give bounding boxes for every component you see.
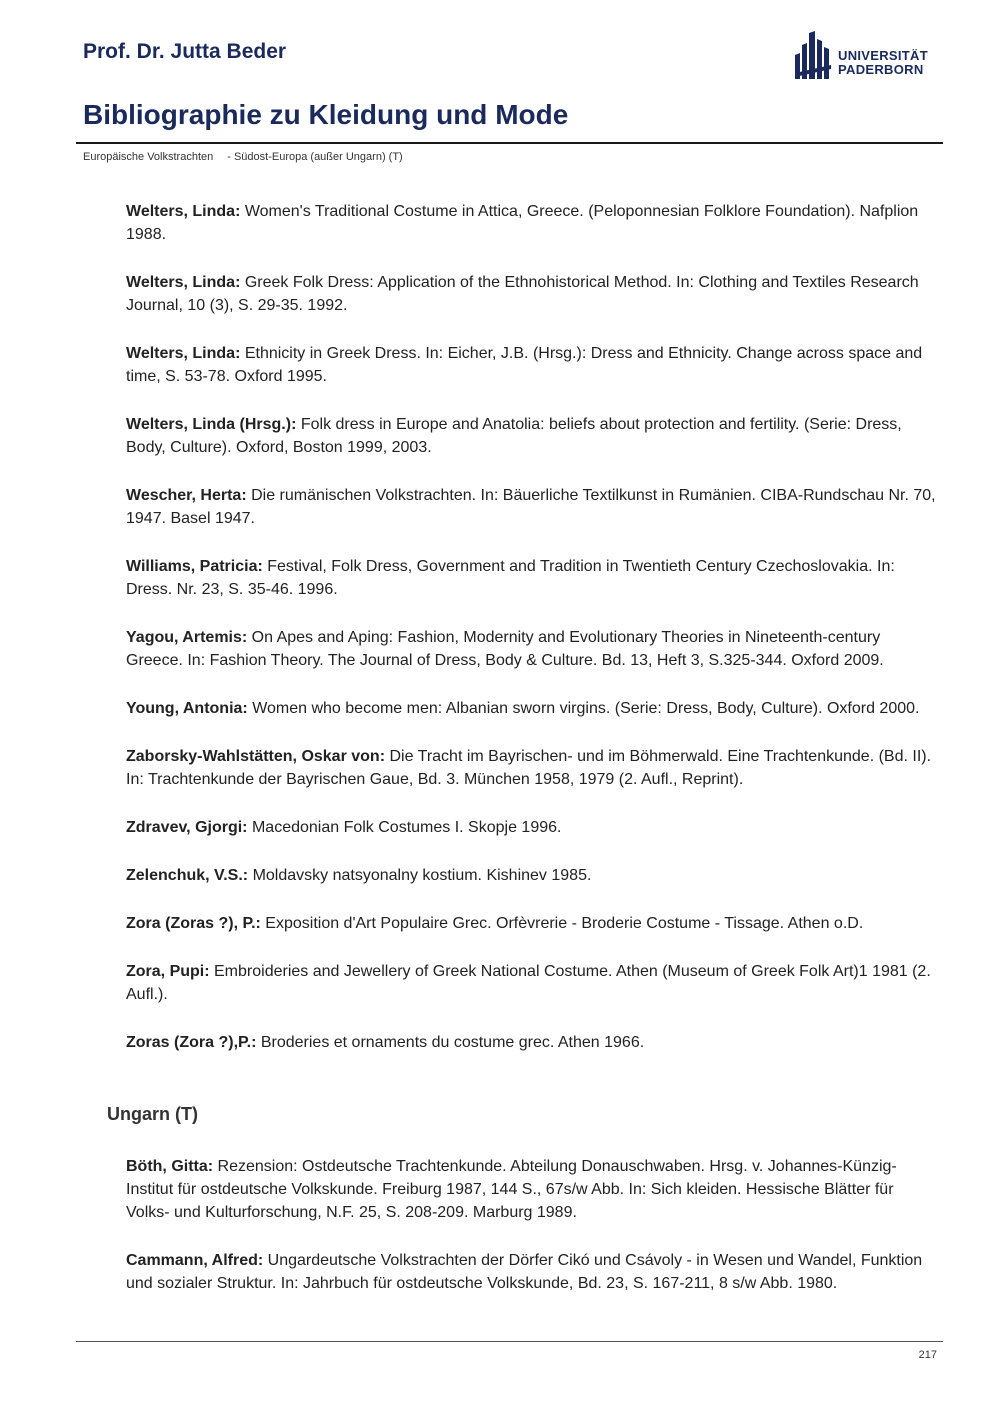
entry-author: Zora, Pupi: bbox=[126, 963, 210, 980]
logo-line-2: PADERBORN bbox=[838, 62, 924, 77]
entry-text: Die rumänischen Volkstrachten. In: Bäuerliche Textilkunst in Rumänien. CIBA-Rundschau Nr. 70, 1947. Basel 1947. bbox=[126, 487, 936, 527]
bibliography-entry bbox=[126, 697, 938, 720]
breadcrumb bbox=[83, 151, 403, 163]
entry-author: Zora (Zoras ?), P.: bbox=[126, 915, 261, 932]
university-logo[interactable] bbox=[795, 31, 935, 81]
entry-author: Welters, Linda: bbox=[126, 203, 241, 220]
bibliography-entry bbox=[126, 1155, 938, 1224]
bibliography-entry bbox=[126, 912, 938, 935]
entry-author: Welters, Linda (Hrsg.): bbox=[126, 416, 297, 433]
section-bibliography-list bbox=[126, 1155, 938, 1320]
entry-text: Broderies et ornaments du costume grec. Athen 1966. bbox=[256, 1034, 645, 1051]
page-title: Bibliographie zu Kleidung und Mode bbox=[83, 99, 569, 130]
page-number: 217 bbox=[918, 1349, 937, 1361]
footer-divider bbox=[76, 1341, 943, 1342]
entry-author: Yagou, Artemis: bbox=[126, 629, 248, 646]
entry-author: Cammann, Alfred: bbox=[126, 1252, 264, 1269]
entry-text: Rezension: Ostdeutsche Trachtenkunde. Abteilung Donauschwaben. Hrsg. v. Johannes-Künzig-Institut für ostdeutsche Volkskunde. Freiburg 1987, 144 S., 67s/w Abb. In: Sich kleiden. Hessische Blätter für Volks- und Kulturforschung, N.F. 25, S. 208-209. Marburg 1989. bbox=[126, 1158, 897, 1221]
entry-text: Folk dress in Europe and Anatolia: beliefs about protection and fertility. (Serie: Dress, Body, Culture). Oxford, Boston 1999, 2003. bbox=[126, 416, 902, 456]
entry-text: Die Tracht im Bayrischen- und im Böhmerwald. Eine Trachtenkunde. (Bd. II). In: Trachtenkunde der Bayrischen Gaue, Bd. 3. München 1958, 1979 (2. Aufl., Reprint). bbox=[126, 748, 932, 788]
bibliography-entry bbox=[126, 626, 938, 672]
logo-text bbox=[838, 49, 928, 77]
bibliography-entry bbox=[126, 413, 938, 459]
entry-author: Young, Antonia: bbox=[126, 700, 248, 717]
entry-text: Women's Traditional Costume in Attica, Greece. (Peloponnesian Folklore Foundation). Nafplion 1988. bbox=[126, 203, 919, 243]
logo-line-1: UNIVERSITÄT bbox=[838, 48, 928, 63]
entry-author: Welters, Linda: bbox=[126, 345, 241, 362]
entry-text: On Apes and Aping: Fashion, Modernity and Evolutionary Theories in Nineteenth-century Greece. In: Fashion Theory. The Journal of Dress, Body & Culture. Bd. 13, Heft 3, S.325-344. Oxford 2009. bbox=[126, 629, 884, 669]
entry-text: Greek Folk Dress: Application of the Ethnohistorical Method. In: Clothing and Textiles Research Journal, 10 (3), S. 29-35. 1992. bbox=[126, 274, 919, 314]
entry-author: Zaborsky-Wahlstätten, Oskar von: bbox=[126, 748, 386, 765]
bibliography-entry bbox=[126, 960, 938, 1006]
entry-author: Zelenchuk, V.S.: bbox=[126, 867, 249, 884]
entry-text: Ethnicity in Greek Dress. In: Eicher, J.B. (Hrsg.): Dress and Ethnicity. Change across space and time, S. 53-78. Oxford 1995. bbox=[126, 345, 923, 385]
entry-text: Embroideries and Jewellery of Greek National Costume. Athen (Museum of Greek Folk Art)1 1981 (2. Aufl.). bbox=[126, 963, 931, 1003]
bibliography-entry bbox=[126, 745, 938, 791]
bibliography-entry bbox=[126, 342, 938, 388]
breadcrumb-subcategory: - Südost-Europa (außer Ungarn) (T) bbox=[227, 151, 403, 163]
bibliography-entry bbox=[126, 271, 938, 317]
bibliography-entry bbox=[126, 816, 938, 839]
bibliography-entry bbox=[126, 1249, 938, 1295]
entry-text: Macedonian Folk Costumes I. Skopje 1996. bbox=[247, 819, 562, 836]
university-logo-icon bbox=[795, 31, 835, 81]
entry-text: Women who become men: Albanian sworn virgins. (Serie: Dress, Body, Culture). Oxford 2000. bbox=[247, 700, 920, 717]
author-name: Prof. Dr. Jutta Beder bbox=[83, 40, 287, 63]
section-heading: Ungarn (T) bbox=[107, 1104, 198, 1124]
entry-text: Ungardeutsche Volkstrachten der Dörfer Cikó und Csávoly - in Wesen und Wandel, Funktion und sozialer Struktur. In: Jahrbuch für ostdeutsche Volkskunde, Bd. 23, S. 167-211, 8 s/w Abb. 1980. bbox=[126, 1252, 923, 1292]
bibliography-entry bbox=[126, 200, 938, 246]
bibliography-list bbox=[126, 200, 938, 1079]
bibliography-entry bbox=[126, 864, 938, 887]
entry-text: Exposition d'Art Populaire Grec. Orfèvrerie - Broderie Costume - Tissage. Athen o.D. bbox=[260, 915, 864, 932]
bibliography-entry bbox=[126, 1031, 938, 1054]
entry-author: Zoras (Zora ?),P.: bbox=[126, 1034, 257, 1051]
entry-author: Wescher, Herta: bbox=[126, 487, 247, 504]
entry-author: Böth, Gitta: bbox=[126, 1158, 214, 1175]
entry-author: Welters, Linda: bbox=[126, 274, 241, 291]
breadcrumb-category: Europäische Volkstrachten bbox=[83, 151, 214, 163]
entry-text: Moldavsky natsyonalny kostium. Kishinev 1985. bbox=[248, 867, 592, 884]
entry-author: Zdravev, Gjorgi: bbox=[126, 819, 248, 836]
bibliography-entry bbox=[126, 484, 938, 530]
header-divider bbox=[76, 142, 943, 144]
entry-text: Festival, Folk Dress, Government and Tradition in Twentieth Century Czechoslovakia. In: Dress. Nr. 23, S. 35-46. 1996. bbox=[126, 558, 895, 598]
entry-author: Williams, Patricia: bbox=[126, 558, 263, 575]
bibliography-entry bbox=[126, 555, 938, 601]
